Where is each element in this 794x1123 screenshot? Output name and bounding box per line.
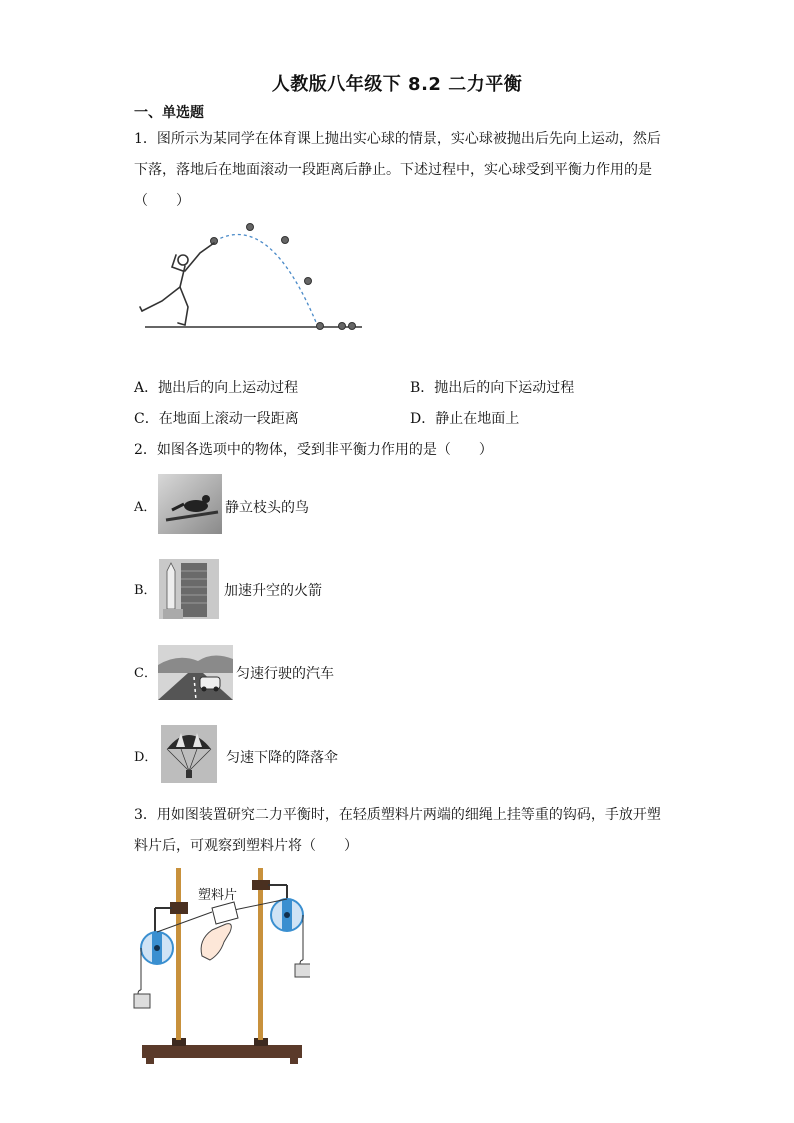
plastic-card [212, 902, 238, 924]
q3-stem-line2: 料片后，可观察到塑料片将（ ） [134, 838, 358, 854]
athlete-figure [140, 243, 214, 325]
apparatus-base [142, 1045, 302, 1058]
parachute-photo [161, 725, 217, 783]
q2-option-c-letter[interactable]: C． [134, 666, 157, 681]
left-pulley [141, 932, 173, 964]
q1-option-d[interactable]: D．静止在地面上 [410, 411, 520, 427]
bird-photo [158, 474, 222, 534]
left-weight [134, 990, 150, 1008]
q2-option-a-text: 静立枝头的鸟 [225, 500, 309, 516]
q1-stem-line2: 下落，落地后在地面滚动一段距离后静止。下述过程中，实心球受到平衡力作用的是 [134, 162, 652, 178]
q1-option-a[interactable]: A．抛出后的向上运动过程 [134, 380, 299, 396]
q2-option-a-letter[interactable]: A． [134, 500, 157, 515]
q2-option-d-text: 匀速下降的降落伞 [226, 750, 338, 766]
q2-stem: 2．如图各选项中的物体，受到非平衡力作用的是（ ） [134, 442, 493, 458]
q2-option-c-text: 匀速行驶的汽车 [236, 666, 334, 682]
car-photo [158, 645, 233, 700]
plastic-card-label: 塑料片 [198, 888, 238, 903]
hand [201, 924, 231, 960]
trajectory-path [215, 235, 318, 327]
q1-stem-line1: 1．图所示为某同学在体育课上抛出实心球的情景，实心球被抛出后先向上运动，然后 [134, 131, 661, 147]
section-heading: 一、单选题 [134, 105, 204, 121]
q2-option-d-letter[interactable]: D． [134, 750, 158, 765]
q1-option-c[interactable]: C．在地面上滚动一段距离 [134, 411, 299, 427]
left-rod [176, 868, 181, 1040]
ball-positions [211, 224, 356, 330]
right-pulley [271, 899, 303, 931]
q2-option-b-text: 加速升空的火箭 [224, 583, 322, 599]
rocket-photo [159, 559, 219, 619]
right-weight [295, 960, 310, 977]
right-rod [258, 868, 263, 1040]
q2-option-b-letter[interactable]: B． [134, 583, 157, 598]
q1-option-b[interactable]: B．抛出后的向下运动过程 [410, 380, 575, 396]
q1-stem-line3: （ ） [134, 193, 190, 209]
q1-throw-figure [130, 215, 370, 340]
page-title: 人教版八年级下 8.2 二力平衡 [271, 74, 523, 95]
q3-stem-line1: 3．用如图装置研究二力平衡时，在轻质塑料片两端的细绳上挂等重的钩码，手放开塑 [134, 807, 661, 823]
